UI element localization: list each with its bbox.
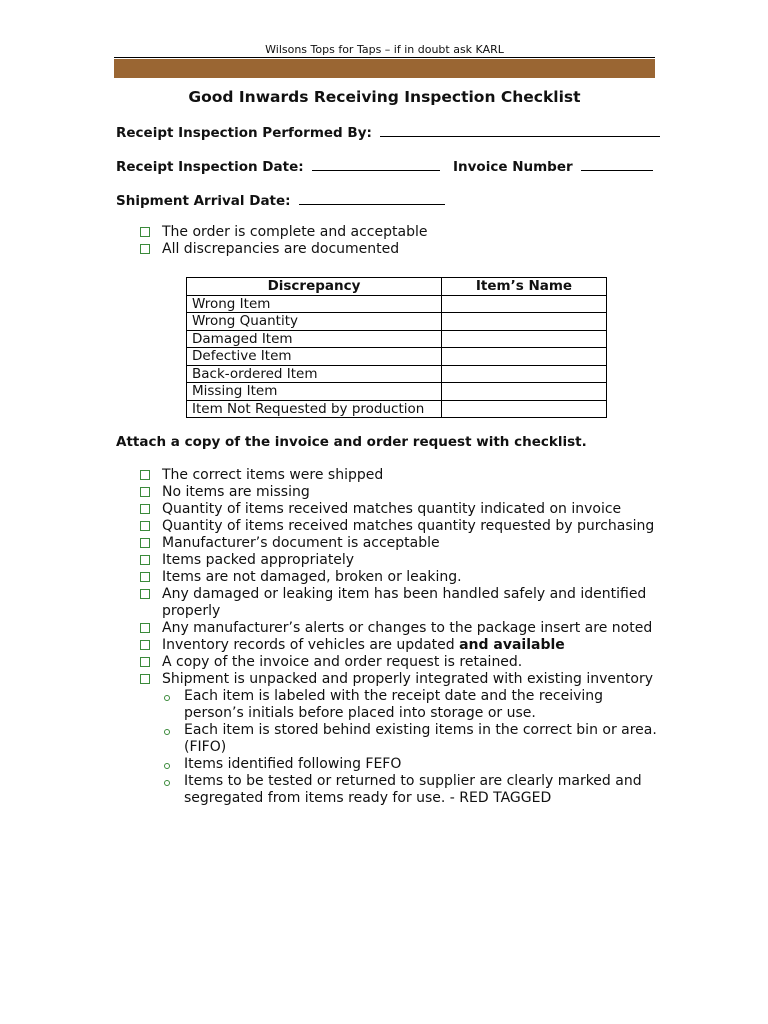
list-item: Items are not damaged, broken or leaking. <box>138 569 658 586</box>
list-item: No items are missing <box>138 484 658 501</box>
inventory-emphasis: and available <box>459 637 565 653</box>
attach-note: Attach a copy of the invoice and order request with checklist. <box>116 434 587 450</box>
discrepancy-header: Discrepancy <box>187 278 442 296</box>
list-item: Any manufacturer’s alerts or changes to the package insert are noted <box>138 620 658 637</box>
arrival-date-label: Shipment Arrival Date: <box>116 193 291 209</box>
list-item: Manufacturer’s document is acceptable <box>138 535 658 552</box>
checkbox-icon[interactable] <box>140 504 150 514</box>
sub-list-item: Items to be tested or returned to supplier are clearly marked and segregated from items ready for use. - RED TAGGED <box>138 773 658 807</box>
sub-list-item: Items identified following FEFO <box>138 756 658 773</box>
inspection-date-label: Receipt Inspection Date: <box>116 159 304 175</box>
item-name-cell[interactable] <box>442 330 607 348</box>
table-row: Wrong Quantity <box>187 313 607 331</box>
item-name-cell[interactable] <box>442 295 607 313</box>
checkbox-icon[interactable] <box>140 555 150 565</box>
inspection-date-line[interactable] <box>312 157 440 171</box>
main-checklist <box>138 467 658 807</box>
checkbox-icon[interactable] <box>140 572 150 582</box>
page-header: Wilsons Tops for Taps – if in doubt ask KARL <box>265 43 504 56</box>
checkbox-icon[interactable] <box>140 623 150 633</box>
table-row: Defective Item <box>187 348 607 366</box>
checkbox-icon[interactable] <box>140 640 150 650</box>
inspection-date-field <box>116 157 440 175</box>
list-item: Quantity of items received matches quantity indicated on invoice <box>138 501 658 518</box>
checkbox-icon[interactable] <box>140 657 150 667</box>
checkbox-icon[interactable] <box>140 470 150 480</box>
table-row: Missing Item <box>187 383 607 401</box>
header-band <box>114 59 655 78</box>
list-item: Items packed appropriately <box>138 552 658 569</box>
item-name-cell[interactable] <box>442 313 607 331</box>
item-name-cell[interactable] <box>442 348 607 366</box>
list-item: A copy of the invoice and order request is retained. <box>138 654 658 671</box>
circle-bullet-icon <box>164 763 170 769</box>
checkbox-icon[interactable] <box>140 244 150 254</box>
list-item: The correct items were shipped <box>138 467 658 484</box>
list-item: Any damaged or leaking item has been handled safely and identified properly <box>138 586 658 620</box>
invoice-number-field <box>453 157 653 175</box>
performed-by-line[interactable] <box>380 123 660 137</box>
table-header-row <box>187 278 607 296</box>
top-checklist <box>138 224 427 258</box>
checkbox-icon[interactable] <box>140 227 150 237</box>
list-item: The order is complete and acceptable <box>138 224 427 241</box>
item-name-header: Item’s Name <box>442 278 607 296</box>
list-item: All discrepancies are documented <box>138 241 427 258</box>
discrepancy-table <box>186 277 607 418</box>
performed-by-label: Receipt Inspection Performed By: <box>116 125 372 141</box>
list-item: Shipment is unpacked and properly integrated with existing inventory Each item is labeled with the receipt date and the receiving person’s initials before placed into storage or use. Each item is stored behind existing items in the correct bin or area. (FIFO) Items identified following FEFO Items to be tested or returned to supplier are clearly marked and segregated from items ready for use. - RED TAGGED <box>138 671 658 807</box>
table-row: Wrong Item <box>187 295 607 313</box>
sub-checklist <box>138 688 658 807</box>
list-item: Quantity of items received matches quantity requested by purchasing <box>138 518 658 535</box>
checkbox-icon[interactable] <box>140 589 150 599</box>
checkbox-icon[interactable] <box>140 521 150 531</box>
arrival-date-line[interactable] <box>299 191 445 205</box>
invoice-number-line[interactable] <box>581 157 653 171</box>
sub-list-item: Each item is labeled with the receipt date and the receiving person’s initials before placed into storage or use. <box>138 688 658 722</box>
table-row: Back-ordered Item <box>187 365 607 383</box>
header-rule <box>114 57 655 58</box>
circle-bullet-icon <box>164 780 170 786</box>
performed-by-field <box>116 123 660 141</box>
arrival-date-field <box>116 191 445 209</box>
item-name-cell[interactable] <box>442 400 607 418</box>
circle-bullet-icon <box>164 695 170 701</box>
item-name-cell[interactable] <box>442 365 607 383</box>
checkbox-icon[interactable] <box>140 538 150 548</box>
table-row: Damaged Item <box>187 330 607 348</box>
table-row: Item Not Requested by production <box>187 400 607 418</box>
circle-bullet-icon <box>164 729 170 735</box>
item-name-cell[interactable] <box>442 383 607 401</box>
checkbox-icon[interactable] <box>140 487 150 497</box>
checkbox-icon[interactable] <box>140 674 150 684</box>
page-title: Good Inwards Receiving Inspection Checklist <box>188 88 581 106</box>
invoice-number-label: Invoice Number <box>453 159 573 175</box>
list-item: Inventory records of vehicles are updated and available <box>138 637 658 654</box>
sub-list-item: Each item is stored behind existing items in the correct bin or area. (FIFO) <box>138 722 658 756</box>
